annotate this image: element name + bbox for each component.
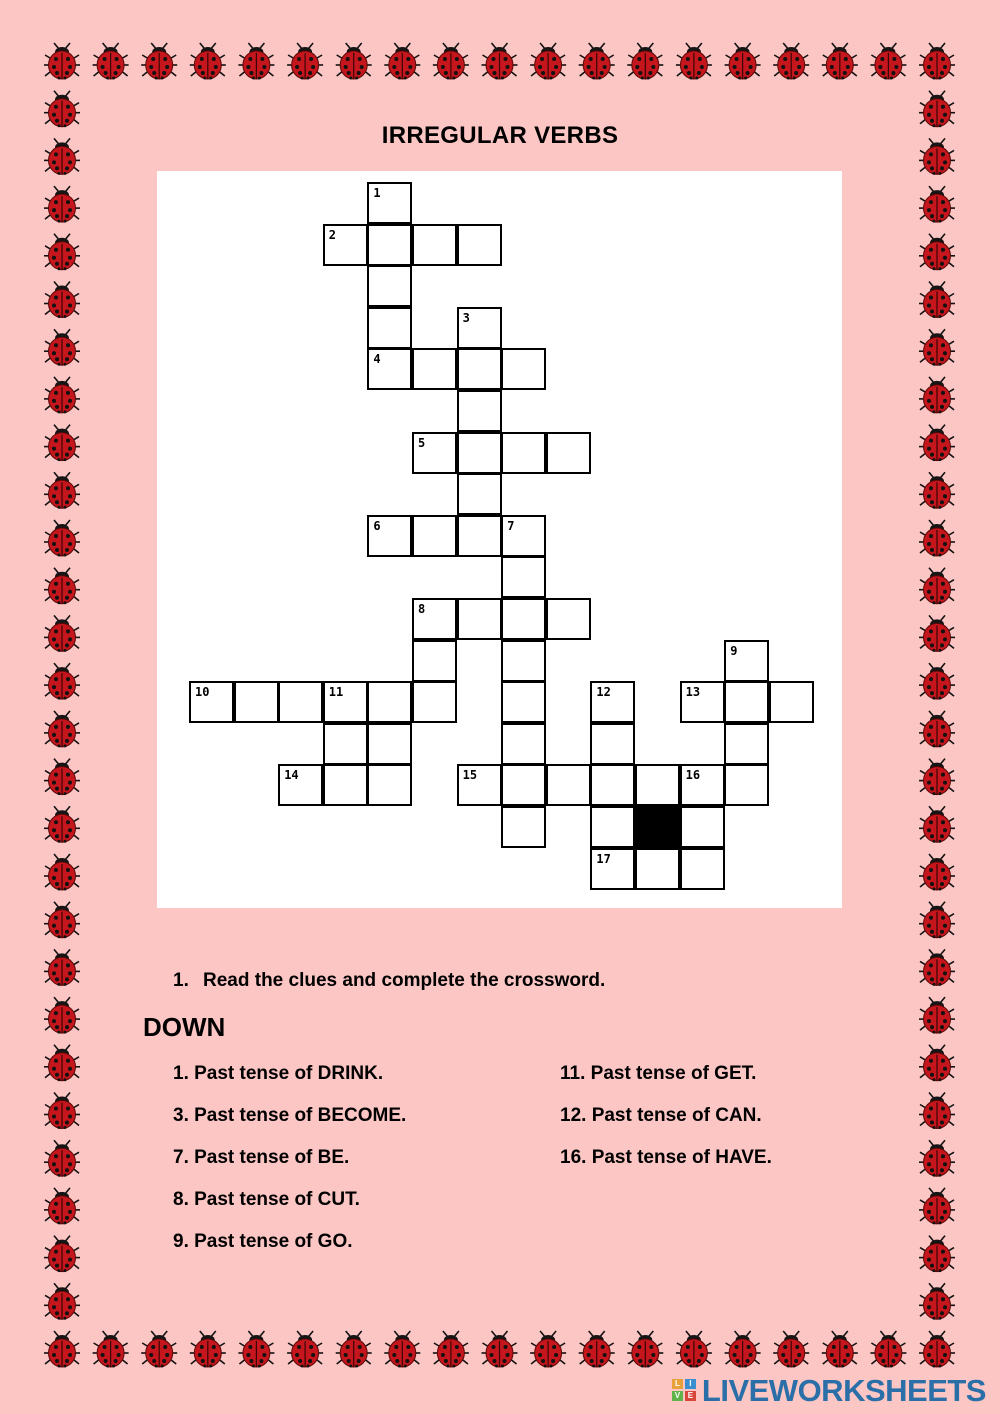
crossword-cell[interactable] bbox=[724, 640, 769, 682]
ladybug-icon bbox=[433, 1331, 469, 1368]
crossword-cell[interactable] bbox=[501, 681, 546, 723]
ladybug-icon bbox=[773, 43, 809, 80]
ladybug-icon bbox=[919, 1045, 955, 1082]
ladybug-icon bbox=[238, 1331, 274, 1368]
crossword-grid bbox=[157, 171, 842, 908]
ladybug-icon bbox=[44, 425, 80, 462]
crossword-cell[interactable] bbox=[724, 723, 769, 765]
ladybug-icon bbox=[44, 234, 80, 270]
clue-number: 17 bbox=[596, 851, 611, 866]
crossword-cell[interactable] bbox=[724, 764, 769, 806]
clue-number: 9 bbox=[730, 643, 738, 658]
clue-number: 12 bbox=[596, 685, 611, 700]
crossword-cell[interactable] bbox=[724, 681, 769, 723]
ladybug-icon bbox=[919, 472, 955, 509]
clue-number: 14 bbox=[284, 768, 299, 783]
ladybug-icon bbox=[141, 43, 177, 80]
crossword-cell[interactable] bbox=[278, 764, 323, 806]
clue-number: 15 bbox=[462, 768, 478, 783]
ladybug-icon bbox=[919, 425, 955, 462]
crossword-cell[interactable] bbox=[367, 348, 412, 390]
crossword-cell[interactable] bbox=[635, 848, 680, 890]
ladybug-icon bbox=[530, 43, 566, 80]
ladybug-icon bbox=[919, 1283, 955, 1320]
crossword-cell[interactable] bbox=[680, 681, 725, 723]
clue-number: 4 bbox=[373, 352, 381, 367]
crossword-cell[interactable] bbox=[412, 348, 457, 390]
crossword-cell[interactable] bbox=[590, 723, 635, 765]
clue-down-3: 3. Past tense of BECOME. bbox=[173, 1105, 407, 1126]
clue-down-8: 8. Past tense of CUT. bbox=[173, 1189, 360, 1210]
ladybug-icon bbox=[676, 1331, 712, 1368]
crossword-cell[interactable] bbox=[457, 432, 502, 474]
crossword-cell[interactable] bbox=[501, 806, 546, 848]
clue-number: 16 bbox=[685, 768, 701, 783]
ladybug-icon bbox=[44, 1140, 80, 1177]
ladybug-icon bbox=[919, 1236, 955, 1273]
crossword-cell[interactable] bbox=[412, 681, 457, 723]
crossword-cell[interactable] bbox=[457, 348, 502, 390]
ladybug-icon bbox=[919, 234, 955, 270]
ladybug-icon bbox=[384, 43, 420, 80]
crossword-cell[interactable] bbox=[412, 640, 457, 682]
ladybug-icon bbox=[44, 663, 80, 700]
ladybug-icon bbox=[44, 997, 80, 1034]
ladybug-icon bbox=[44, 282, 80, 319]
ladybug-icon bbox=[44, 186, 80, 223]
crossword-cell[interactable] bbox=[590, 848, 635, 890]
page-title: IRREGULAR VERBS bbox=[381, 122, 619, 149]
crossword-cell[interactable] bbox=[457, 598, 502, 640]
crossword-cell[interactable] bbox=[457, 764, 502, 806]
crossword-cell[interactable] bbox=[501, 556, 546, 598]
clue-number: 11 bbox=[328, 685, 344, 700]
ladybug-icon bbox=[44, 377, 80, 414]
clue-number: 3 bbox=[462, 310, 470, 325]
crossword-cell[interactable] bbox=[590, 806, 635, 848]
ladybug-icon bbox=[44, 472, 80, 509]
instruction bbox=[173, 970, 605, 992]
clue-number: 8 bbox=[418, 602, 426, 616]
ladybug-icon bbox=[44, 615, 80, 652]
ladybug-icon bbox=[44, 949, 80, 986]
ladybug-icon bbox=[919, 520, 955, 557]
ladybug-icon bbox=[627, 43, 663, 80]
crossword-cell[interactable] bbox=[367, 265, 412, 307]
ladybug-icon bbox=[141, 1331, 177, 1368]
crossword-cell[interactable] bbox=[189, 681, 234, 723]
crossword-cell[interactable] bbox=[323, 224, 368, 266]
ladybug-icon bbox=[676, 43, 712, 80]
ladybug-icon bbox=[919, 1188, 955, 1225]
ladybug-icon bbox=[919, 1331, 955, 1368]
crossword-cell[interactable] bbox=[590, 764, 635, 806]
ladybug-icon bbox=[919, 329, 955, 366]
crossword-cell[interactable] bbox=[546, 764, 591, 806]
crossword-cell[interactable] bbox=[501, 640, 546, 682]
crossword-cell[interactable] bbox=[367, 307, 412, 349]
ladybug-icon bbox=[627, 1331, 663, 1368]
clue-down-16: 16. Past tense of HAVE. bbox=[560, 1147, 772, 1168]
crossword-cell[interactable] bbox=[546, 598, 591, 640]
crossword-cell[interactable] bbox=[323, 723, 368, 765]
ladybug-icon bbox=[919, 568, 955, 605]
ladybug-icon bbox=[725, 1331, 761, 1368]
crossword-cell[interactable] bbox=[680, 806, 725, 848]
ladybug-icon bbox=[870, 43, 906, 80]
crossword-cell[interactable] bbox=[680, 848, 725, 890]
clue-down-1: 1. Past tense of DRINK. bbox=[173, 1063, 384, 1084]
ladybug-icon bbox=[919, 759, 955, 796]
crossword-cell[interactable] bbox=[501, 764, 546, 806]
ladybug-icon bbox=[919, 711, 955, 748]
ladybug-icon bbox=[287, 43, 323, 80]
crossword-cell[interactable] bbox=[278, 681, 323, 723]
ladybug-icon bbox=[44, 1045, 80, 1082]
crossword-cell[interactable] bbox=[367, 182, 412, 224]
ladybug-icon bbox=[44, 43, 80, 80]
ladybug-icon bbox=[919, 282, 955, 319]
crossword-cell[interactable] bbox=[367, 723, 412, 765]
crossword-cell[interactable] bbox=[501, 723, 546, 765]
crossword-cell[interactable] bbox=[457, 390, 502, 432]
ladybug-icon bbox=[579, 43, 615, 80]
ladybug-icon bbox=[919, 1140, 955, 1177]
ladybug-icon bbox=[482, 1331, 518, 1368]
ladybug-icon bbox=[44, 1093, 80, 1130]
crossword-cell[interactable] bbox=[546, 432, 591, 474]
ladybug-icon bbox=[822, 43, 858, 80]
crossword-cell[interactable] bbox=[635, 764, 680, 806]
crossword-cell[interactable] bbox=[457, 515, 502, 557]
ladybug-icon bbox=[44, 1331, 80, 1368]
instruction-number: 1. bbox=[173, 970, 189, 991]
crossword-cell[interactable] bbox=[590, 681, 635, 723]
ladybug-icon bbox=[919, 43, 955, 80]
clue-down-9: 9. Past tense of GO. bbox=[173, 1231, 353, 1252]
clue-number: 1 bbox=[373, 186, 381, 200]
crossword-cell[interactable] bbox=[367, 681, 412, 723]
crossword-black-cell bbox=[635, 806, 680, 848]
instruction-text: Read the clues and complete the crossword. bbox=[203, 970, 606, 991]
clue-number: 10 bbox=[195, 685, 210, 700]
ladybug-icon bbox=[919, 949, 955, 986]
crossword-cell[interactable] bbox=[367, 224, 412, 266]
down-heading: DOWN bbox=[143, 1012, 226, 1042]
ladybug-icon bbox=[919, 854, 955, 891]
ladybug-icon bbox=[336, 43, 372, 80]
ladybug-icon bbox=[919, 806, 955, 843]
crossword-cell[interactable] bbox=[680, 764, 725, 806]
ladybug-icon bbox=[44, 329, 80, 366]
ladybug-icon bbox=[433, 43, 469, 80]
crossword-cell[interactable] bbox=[457, 224, 502, 266]
ladybug-icon bbox=[919, 615, 955, 652]
clue-number: 5 bbox=[418, 435, 426, 450]
ladybug-icon bbox=[44, 759, 80, 796]
ladybug-icon bbox=[919, 997, 955, 1034]
ladybug-icon bbox=[579, 1331, 615, 1368]
crossword-cell[interactable] bbox=[412, 598, 457, 640]
ladybug-icon bbox=[870, 1331, 906, 1368]
crossword-cell[interactable] bbox=[323, 764, 368, 806]
ladybug-icon bbox=[44, 854, 80, 891]
crossword-cell[interactable] bbox=[457, 473, 502, 515]
ladybug-icon bbox=[44, 568, 80, 605]
clue-down-11: 11. Past tense of GET. bbox=[560, 1063, 757, 1084]
crossword-cell[interactable] bbox=[501, 348, 546, 390]
ladybug-icon bbox=[44, 1236, 80, 1273]
crossword-cell[interactable] bbox=[501, 432, 546, 474]
crossword-panel bbox=[157, 171, 842, 908]
ladybug-icon bbox=[44, 711, 80, 748]
ladybug-icon bbox=[919, 663, 955, 700]
crossword-cell[interactable] bbox=[323, 681, 368, 723]
clue-number: 6 bbox=[373, 518, 381, 533]
crossword-cell[interactable] bbox=[457, 307, 502, 349]
clue-number: 7 bbox=[507, 518, 515, 533]
ladybug-icon bbox=[238, 43, 274, 80]
ladybug-icon bbox=[822, 1331, 858, 1368]
liveworksheets-logo[interactable] bbox=[672, 1373, 986, 1408]
crossword-cell[interactable] bbox=[367, 515, 412, 557]
ladybug-icon bbox=[190, 43, 226, 80]
ladybug-icon bbox=[287, 1331, 323, 1368]
ladybug-icon bbox=[725, 43, 761, 80]
crossword-cell[interactable] bbox=[234, 681, 279, 723]
ladybug-icon bbox=[482, 43, 518, 80]
crossword-cell[interactable] bbox=[412, 432, 457, 474]
logo-mark-icon: L I V E bbox=[672, 1379, 698, 1403]
ladybug-icon bbox=[919, 377, 955, 414]
crossword-cell[interactable] bbox=[412, 224, 457, 266]
clue-number: 2 bbox=[328, 227, 337, 242]
ladybug-icon bbox=[93, 43, 129, 80]
clue-number: 13 bbox=[685, 685, 701, 700]
crossword-cell[interactable] bbox=[412, 515, 457, 557]
ladybug-icon bbox=[384, 1331, 420, 1368]
ladybug-icon bbox=[44, 806, 80, 843]
ladybug-icon bbox=[919, 902, 955, 939]
ladybug-icon bbox=[93, 1331, 129, 1368]
ladybug-icon bbox=[336, 1331, 372, 1368]
ladybug-icon bbox=[190, 1331, 226, 1368]
logo-text: LIVEWORKSHEETS bbox=[701, 1373, 986, 1408]
crossword-cell[interactable] bbox=[367, 764, 412, 806]
ladybug-icon bbox=[44, 1188, 80, 1225]
ladybug-icon bbox=[919, 186, 955, 223]
ladybug-icon bbox=[44, 520, 80, 557]
crossword-cell[interactable] bbox=[501, 515, 546, 557]
crossword-cell[interactable] bbox=[769, 681, 814, 723]
ladybug-icon bbox=[44, 902, 80, 939]
clue-down-7: 7. Past tense of BE. bbox=[173, 1147, 350, 1168]
ladybug-icon bbox=[919, 1093, 955, 1130]
ladybug-icon bbox=[530, 1331, 566, 1368]
ladybug-icon bbox=[44, 1283, 80, 1320]
ladybug-icon bbox=[773, 1331, 809, 1368]
crossword-cell[interactable] bbox=[501, 598, 546, 640]
clue-down-12: 12. Past tense of CAN. bbox=[560, 1105, 762, 1126]
